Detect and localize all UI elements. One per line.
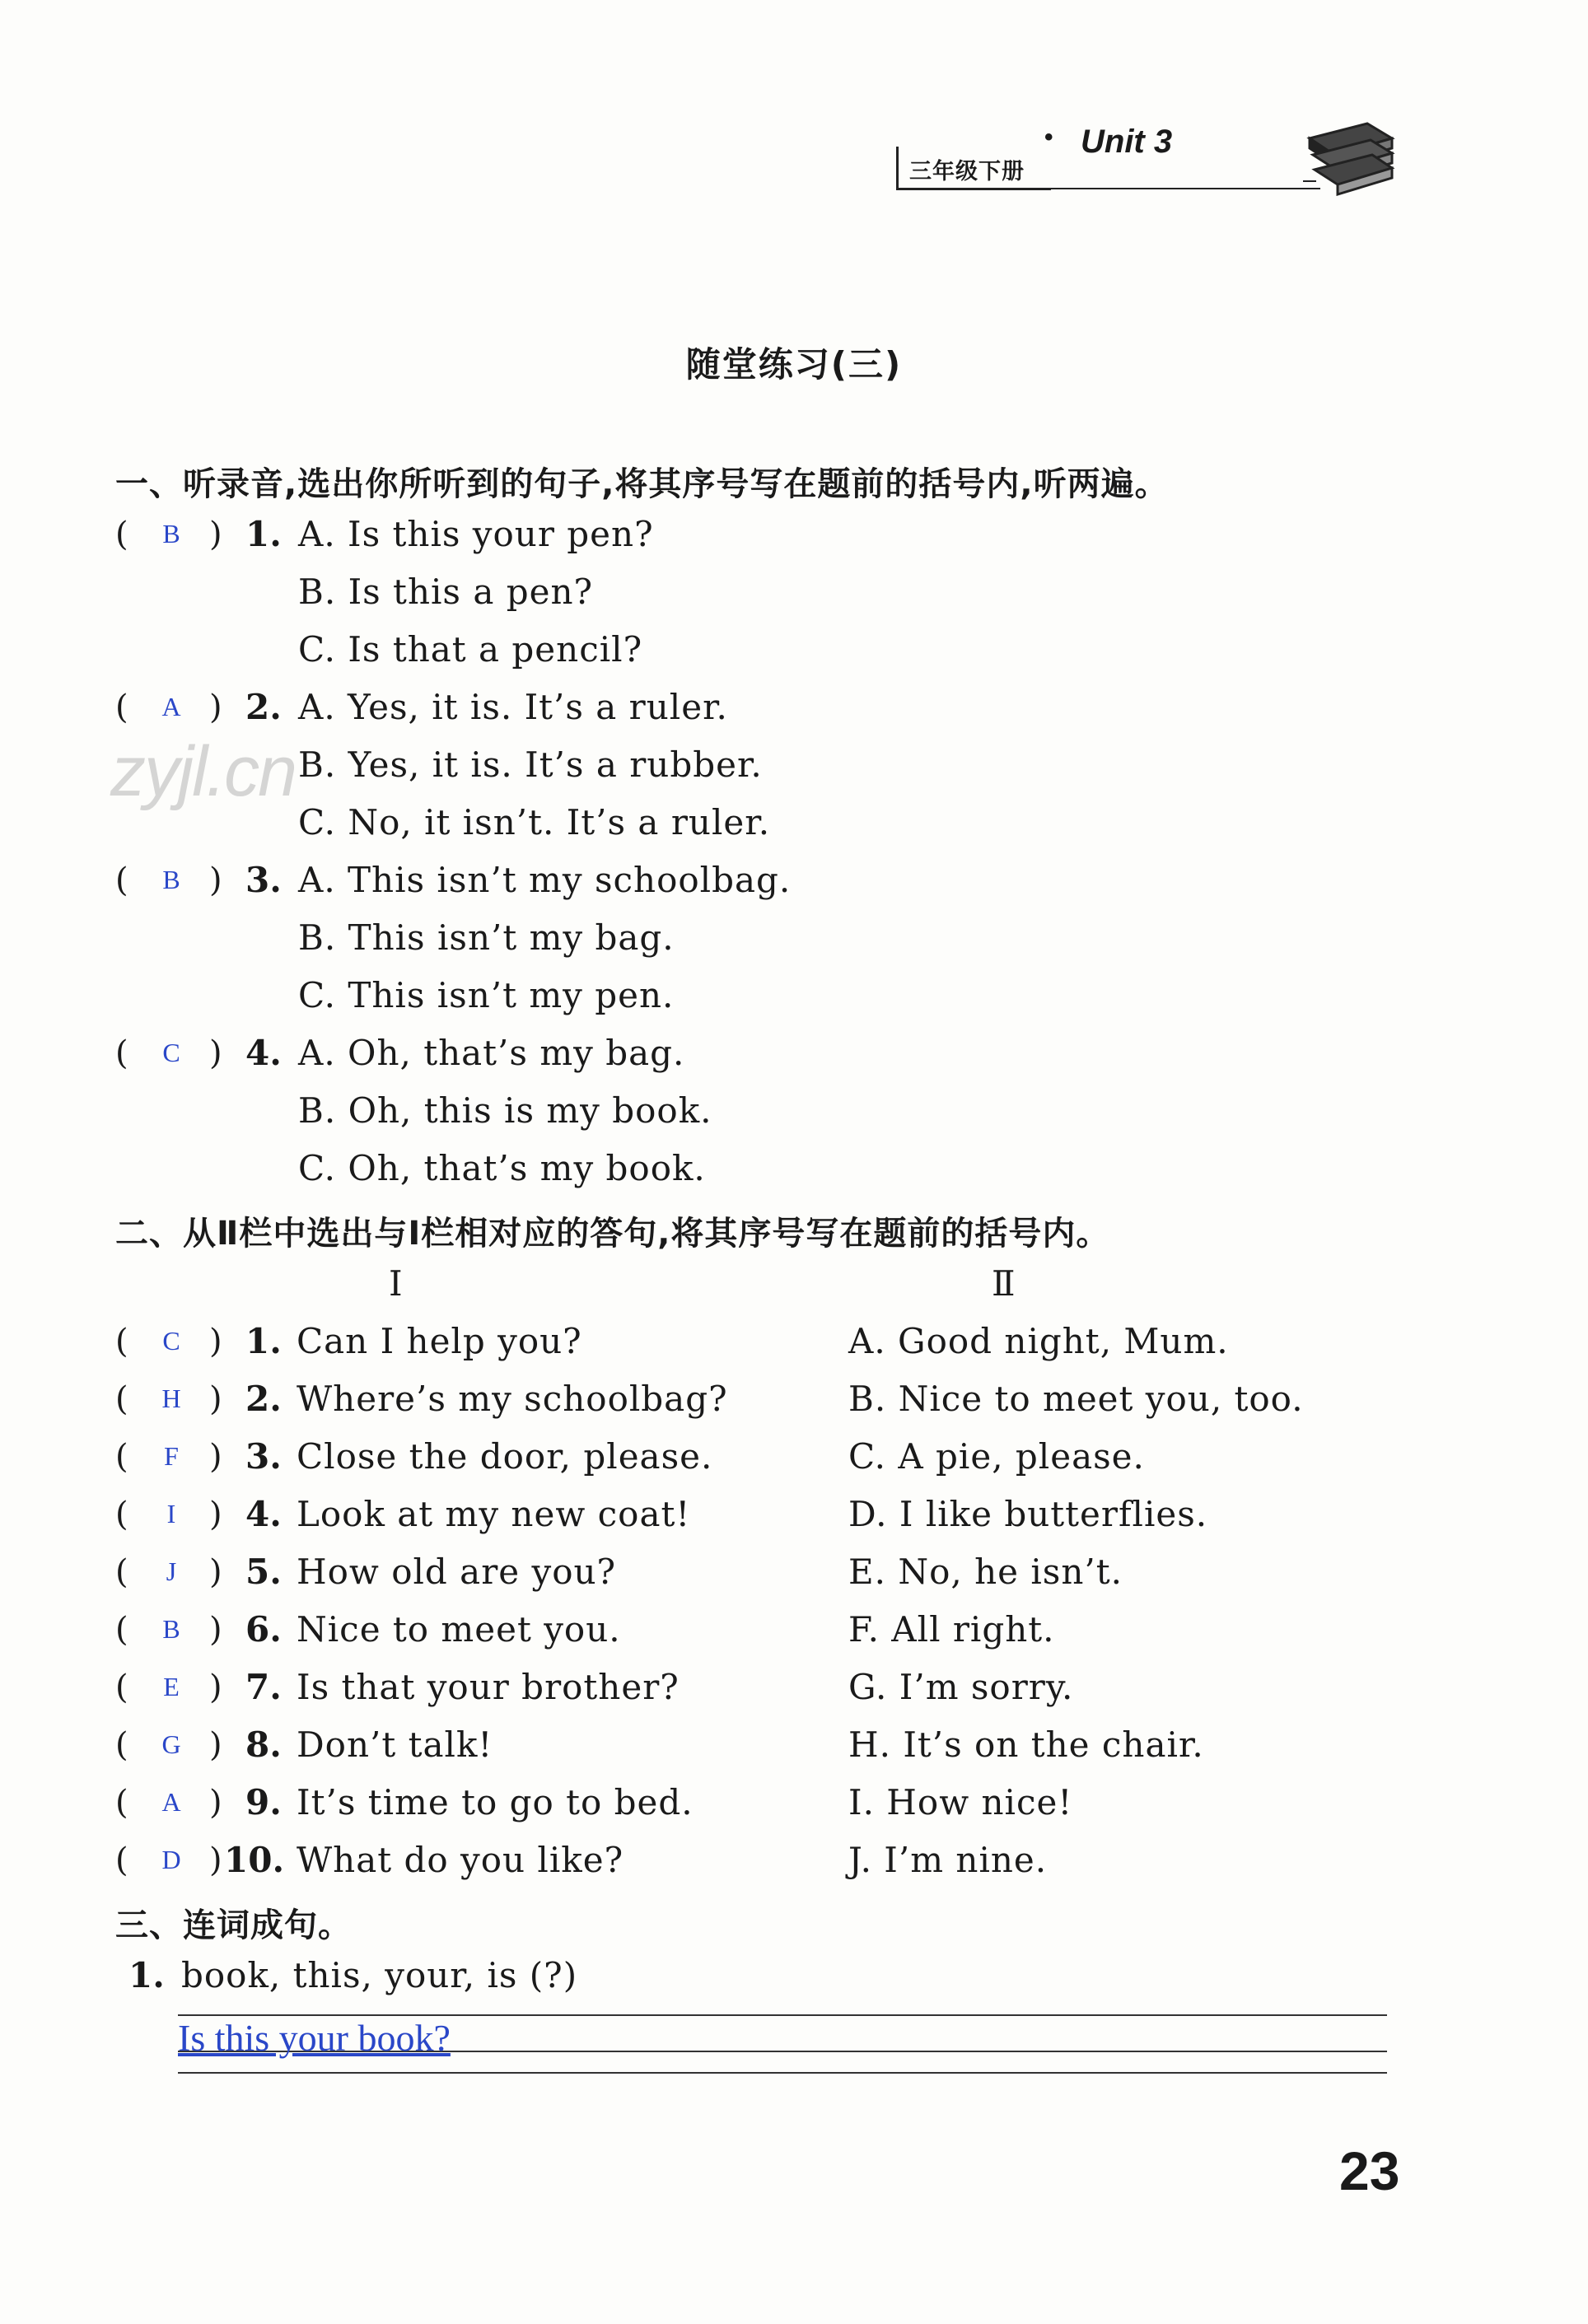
question-number: 2. [245,1379,282,1419]
column-1-sentence: Can I help you? [297,1321,582,1361]
answer-s1-q4[interactable]: C [162,1038,180,1067]
paren-open: ( [115,1496,128,1533]
books-icon [1300,105,1399,199]
paren-close: ) [209,1726,222,1764]
column-2-option: F. All right. [848,1609,1055,1650]
paren-open: ( [115,1438,128,1476]
grade-label: 三年级下册 [909,159,1025,184]
column-2-option: C. A pie, please. [848,1436,1145,1477]
question-number: 4. [245,1033,282,1073]
paren-open: ( [115,1611,128,1649]
answer-s2-q3[interactable]: F [164,1441,179,1471]
paren-close: ) [209,1438,222,1476]
column-1-sentence: How old are you? [297,1552,617,1592]
option-b: B. Oh, this is my book. [298,1090,712,1131]
watermark: zyjl.cn [110,732,296,811]
answer-s2-q9[interactable]: A [161,1787,181,1817]
column-1-sentence: What do you like? [297,1840,624,1880]
question-number: 3. [245,860,282,900]
column-2-option: I. How nice! [848,1782,1073,1822]
option-c: C. No, it isn’t. It’s a ruler. [298,802,771,842]
paren-close: ) [209,1380,222,1418]
column-2-option: E. No, he isn’t. [848,1552,1123,1592]
paren-close: ) [209,1784,222,1822]
answer-s2-q1[interactable]: C [162,1326,180,1356]
column-2-option: B. Nice to meet you, too. [848,1379,1304,1419]
answer-s1-q3[interactable]: B [162,865,180,894]
option-a: A. Is this your pen? [298,514,654,554]
option-a: A. Oh, that’s my bag. [298,1033,685,1073]
answer-s2-q10[interactable]: D [161,1845,181,1874]
section2-instruction: 二、从Ⅱ栏中选出与Ⅰ栏相对应的答句,将其序号写在题前的括号内。 [115,1215,1110,1253]
column-2-option: D. I like butterflies. [848,1494,1208,1534]
column-1-sentence: Nice to meet you. [297,1609,621,1650]
scrambled-words: book, this, your, is (?) [181,1955,578,1995]
option-c: C. Oh, that’s my book. [298,1148,706,1188]
paren-close: ) [209,1668,222,1706]
paren-close: ) [209,1841,222,1879]
paren-close: ) [209,1323,222,1360]
unit-label: Unit 3 [1081,124,1173,160]
column-1-sentence: It’s time to go to bed. [297,1782,694,1822]
paren-close: ) [209,1553,222,1591]
column-2-option: G. I’m sorry. [848,1667,1074,1707]
paren-open: ( [115,1380,128,1418]
page-number: 23 [1339,2140,1400,2201]
paren-open: ( [115,1726,128,1764]
question-number: 7. [245,1667,282,1707]
paren-open: ( [115,861,128,899]
answer-s2-q5[interactable]: J [166,1556,177,1586]
question-number: 6. [245,1609,282,1650]
column-1-sentence: Don’t talk! [297,1724,493,1765]
paren-open: ( [115,1841,128,1879]
written-answer[interactable]: Is this your book? [178,2017,451,2059]
header-rule [1049,188,1320,189]
paren-open: ( [115,1034,128,1072]
page-title: 随堂练习(三) [685,344,903,385]
paren-open: ( [115,1668,128,1706]
option-b: B. Yes, it is. It’s a rubber. [298,744,763,785]
answer-s1-q1[interactable]: B [162,519,180,548]
option-c: C. This isn’t my pen. [298,975,675,1015]
paren-open: ( [115,516,128,553]
column-1-sentence: Is that your brother? [297,1667,680,1707]
question-number: 9. [245,1782,282,1822]
question-number: 1. [245,514,282,554]
paren-close: ) [209,688,222,726]
question-number: 3. [245,1436,282,1477]
option-a: A. This isn’t my schoolbag. [298,860,792,900]
unit-dot: • [1044,124,1053,151]
answer-s2-q2[interactable]: H [161,1384,181,1413]
option-b: B. This isn’t my bag. [298,917,675,958]
option-c: C. Is that a pencil? [298,629,643,670]
column-1-sentence: Close the door, please. [297,1436,713,1477]
paren-close: ) [209,1611,222,1649]
option-a: A. Yes, it is. It’s a ruler. [298,687,728,727]
question-number: 10. [224,1840,285,1880]
column-1-sentence: Where’s my schoolbag? [297,1379,728,1419]
paren-close: ) [209,861,222,899]
question-number: 2. [245,687,282,727]
answer-s2-q7[interactable]: E [163,1672,180,1701]
paren-close: ) [209,1034,222,1072]
question-number: 5. [245,1552,282,1592]
answer-s2-q4[interactable]: I [166,1499,176,1528]
paren-open: ( [115,1323,128,1360]
question-number: 1. [245,1321,282,1361]
paren-open: ( [115,1784,128,1822]
writing-line [178,2072,1387,2074]
option-b: B. Is this a pen? [298,572,594,612]
question-number: 8. [245,1724,282,1765]
answer-s1-q2[interactable]: A [161,692,181,721]
column-2-option: H. It’s on the chair. [848,1724,1204,1765]
column-1-sentence: Look at my new coat! [297,1494,691,1534]
section1-instruction: 一、听录音,选出你所听到的句子,将其序号写在题前的括号内,听两遍。 [115,465,1169,503]
question-number: 4. [245,1494,282,1534]
answer-s2-q6[interactable]: B [162,1614,180,1644]
column-2-option: A. Good night, Mum. [848,1321,1229,1361]
paren-close: ) [209,1496,222,1533]
column-2-option: J. I’m nine. [848,1840,1048,1880]
column-1-header: Ⅰ [389,1263,403,1304]
section3-instruction: 三、连词成句。 [115,1906,352,1944]
column-2-header: Ⅱ [992,1263,1016,1304]
answer-s2-q8[interactable]: G [161,1729,181,1759]
paren-open: ( [115,1553,128,1591]
paren-open: ( [115,688,128,726]
question-number: 1. [128,1955,165,1995]
paren-close: ) [209,516,222,553]
